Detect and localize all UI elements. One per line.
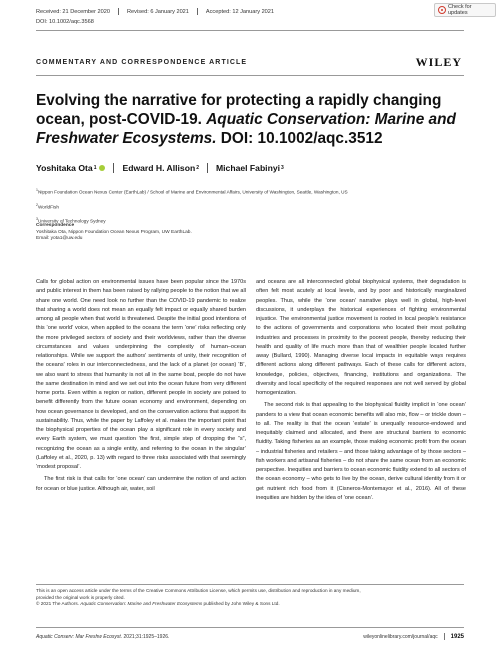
article-dates xyxy=(36,8,274,15)
divider xyxy=(118,8,119,15)
correspondence xyxy=(36,223,192,243)
citation-journal: Aquatic Conserv: Mar Freshw Ecosyst. xyxy=(36,633,123,640)
top-rule xyxy=(36,30,464,31)
body-paragraph: The second risk is that appealing to the biophysical fluidity implicit in ‘one ocean’ panders to a view that ocean economic benefits will also mix, flow – or trickle down – to all. The reality is that the ocean ‘estate’ is unequally resource-endowed and inequitably claimed and allocated, and there are structural barriers to economic fluidity. Taking fisheries as an example, those making economic profit from the ocean – industrial fisheries and retailers – and those taking advantage of by those sectors – fish workers and artisanal fisheries – do not share the same ocean from an economic perspective. Inequities and barriers to ocean economic fluidity extend to all sectors of the ocean economy – who gets to live by the ocean, derive cultural identity from it or get nutrient rich food from it (Cisneros-Montemayor et al., 2016). All of these inequities are hidden by the idea of ‘one ocean’. xyxy=(256,402,466,501)
correspondence-address: Yoshitaka Ota, Nippon Foundation Ocean Nexus Program, UW EarthLab. xyxy=(36,229,192,235)
journal-url[interactable]: wileyonlinelibrary.com/journal/aqc xyxy=(363,633,438,640)
body-paragraph: and oceans are all interconnected global biophysical systems, their degradation is often felt most acutely at local levels, and by poor and historically marginalized peoples. Thus, while the ‘one ocean’ narrative plays well in global, high-level discussions, it underplays the historical experiences of fighting environmental injustice. The environmental justice movement is rooted in local people's resistance to the actions of governments and corporations who located their most polluting industries and processes in proximity to the poorest people, thereby reducing their health and quality of life much more than that of wealthier people located further away (Bullard, 1990). Managing diverse local impacts in equitable ways requires different actions along different pathways. Each of these calls for different actors, knowledge, policies, objectives, financing, institutions and organizations. The diversity and local specificity of the required responses are not well served by global homogenization. xyxy=(256,279,466,396)
article-type: COMMENTARY AND CORRESPONDENCE ARTICLE xyxy=(36,59,248,66)
body-paragraph: Calls for global action on environmental issues have been popular since the 1970s and public interest in them has been raised by rallying people to the notion that we all share one world. One need look no further than the COVID-19 pandemic to realize that sharing a world does not mean an equally felt impact or equally shared burden among all people when that world is threatened. Despite the initial good intentions of this ‘one world’ voice, when applied to the oceans the term ‘one’ risks reflecting only the more privileged sectors of society and their worldviews, rather than the diverse circumstances and values underpinning the complexity of human–ocean relationships. While we support the authors' sentiments of unity, their recognition of the oceans' roles in our interconnectedness, and the lack of a planet (or ocean) ‘B’, we also want to stress that humanity is not all in the same boat, people do not have the same destination in mind and we set out into the ocean future from very different home ports. Even within a region or nation, different people in society are poised to benefit differently from the future ocean economy and environment, depending on how ocean governance is developed, and on the conservation actions that support its sustainability. Thus, while the paper by Laffoley et al. makes the important point that the biophysical properties of the ocean play a significant role in every society and every Earth system, we must question ‘the first, simple step of dropping the “s”, recognizing the ocean as a single entity, and referring to the ocean in the singular’ (Laffoley et al., 2020, p. 13) with regard to three risks associated with that seemingly ‘modest proposal’. xyxy=(36,279,246,470)
affiliation-text: Nippon Foundation Ocean Nexus Center (EarthLab) / School of Marine and Environmental Affairs, University of Washington, Seattle, Washington, US xyxy=(37,189,348,195)
affiliation-item xyxy=(36,199,476,214)
divider xyxy=(444,633,445,640)
author-name[interactable]: Edward H. Allison xyxy=(122,163,196,173)
author-affil-sup: 1 xyxy=(93,165,97,171)
journal-citation xyxy=(36,634,169,640)
body-paragraph: The first risk is that calls for ‘one ocean’ can undermine the notion of and action for ocean or blue justice. Although air, water, soil xyxy=(36,476,246,492)
body-column-right xyxy=(256,278,466,506)
license-line: provided the original work is properly cited. xyxy=(36,594,125,600)
footnote-rule xyxy=(36,584,464,585)
body-column-left xyxy=(36,278,246,497)
revised-date: Revised: 6 January 2021 xyxy=(127,8,189,15)
title-text: Evolving the narrative for protecting a rapidly changing ocean, post-COVID-19. xyxy=(36,92,442,128)
divider xyxy=(113,163,114,173)
publisher-logo: WILEY xyxy=(415,55,462,69)
copyright-prefix: © 2021 The Authors. xyxy=(36,601,81,606)
copyright-journal: Aquatic Conservation: Marine and Freshwater Ecosystems xyxy=(80,601,203,606)
header-rule xyxy=(36,75,464,76)
author-affil-sup: 2 xyxy=(196,165,199,171)
affiliation-sup: 3 xyxy=(36,217,38,222)
affiliation-item xyxy=(36,184,476,199)
license-footnote xyxy=(36,588,476,608)
doi: DOI: 10.1002/aqc.3568 xyxy=(36,19,94,25)
copyright-suffix: published by John Wiley & Sons Ltd. xyxy=(202,601,280,606)
author-affil-sup: 3 xyxy=(281,165,284,171)
page-number: 1925 xyxy=(450,633,464,640)
divider xyxy=(207,163,208,173)
affiliations xyxy=(36,184,476,228)
correspondence-label: Correspondence xyxy=(36,223,75,228)
author-name[interactable]: Michael Fabinyi xyxy=(216,163,280,173)
check-for-updates-label: Check for updates xyxy=(448,4,472,16)
accepted-date: Accepted: 12 January 2021 xyxy=(205,8,275,15)
orcid-icon[interactable] xyxy=(99,165,105,171)
license-line: This is an open access article under the terms of the Creative Commons Attribution License, which permits use, distribution and reproduction in any medium, xyxy=(36,588,361,593)
affiliation-sup: 1 xyxy=(36,188,38,192)
copyright-line xyxy=(36,601,476,608)
footer-right xyxy=(363,633,464,640)
crossmark-icon xyxy=(438,6,446,14)
affiliation-text: University of Technology Sydney xyxy=(37,218,106,224)
correspondence-email[interactable]: Email: yota1@uw.edu xyxy=(36,236,83,242)
received-date: Received: 21 December 2020 xyxy=(36,8,111,15)
title-doi: DOI: 10.1002/aqc.3512 xyxy=(216,130,383,147)
affiliation-sup: 2 xyxy=(36,202,38,207)
author-name[interactable]: Yoshitaka Ota xyxy=(36,163,93,173)
title-journal: Aquatic Conservation: Marine and Freshwater Ecosystems. xyxy=(36,111,456,147)
page-footer xyxy=(36,633,464,640)
check-for-updates-badge[interactable] xyxy=(434,3,496,17)
affiliation-text: WorldFish xyxy=(37,204,59,210)
article-title xyxy=(36,91,476,148)
divider xyxy=(197,8,198,15)
citation-volume: 2021;31:1925–1926. xyxy=(122,633,170,640)
footer-rule xyxy=(36,627,464,628)
author-list xyxy=(36,163,284,173)
